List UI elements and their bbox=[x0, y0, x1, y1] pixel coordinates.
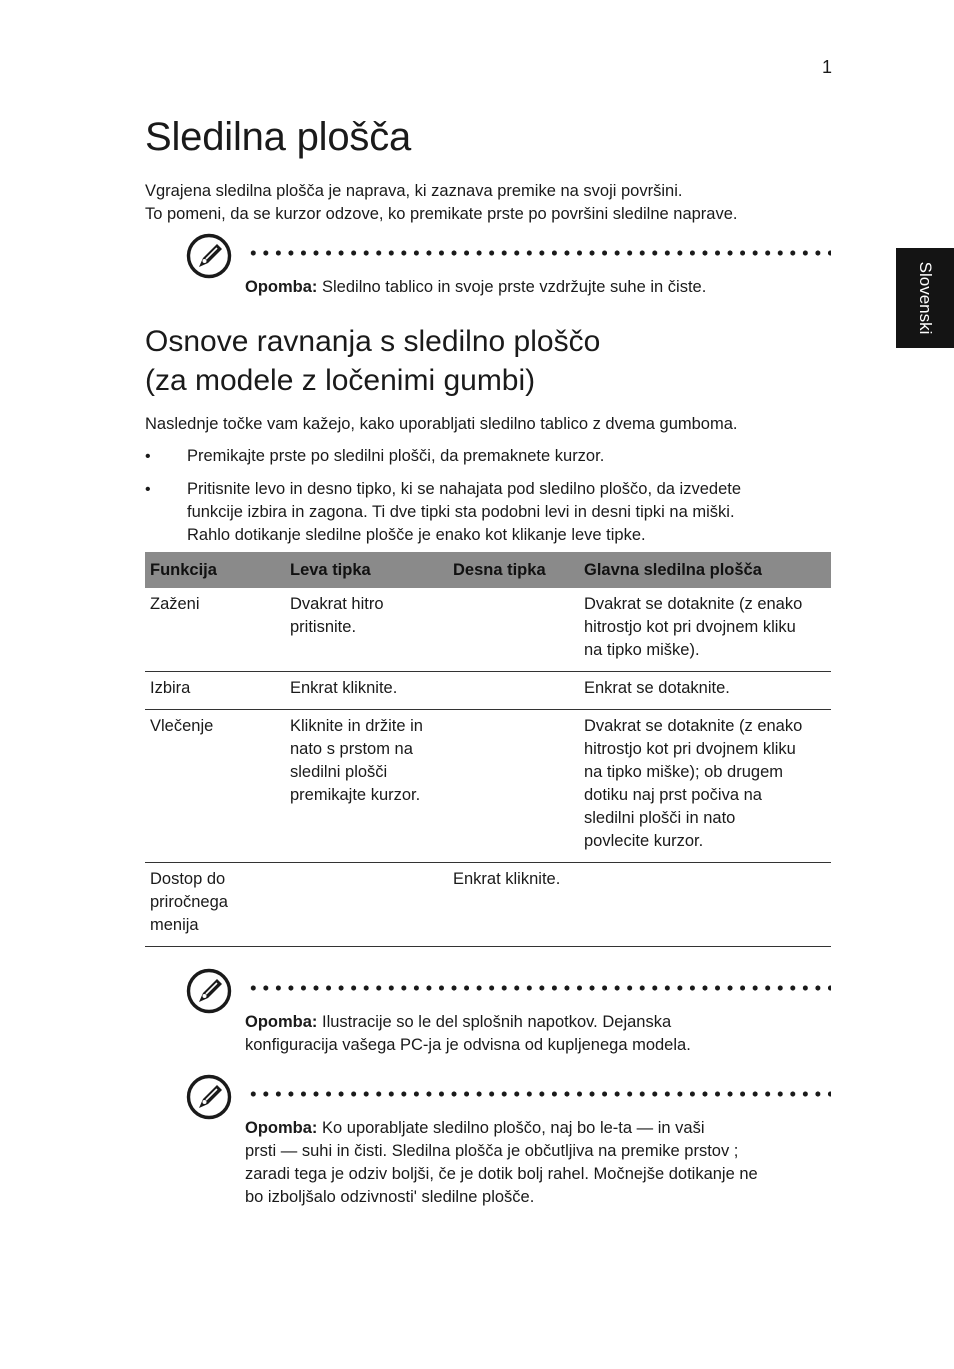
note-divider bbox=[247, 250, 831, 256]
note-label: Opomba: bbox=[245, 1119, 318, 1137]
table-cell-line: Vlečenje bbox=[150, 717, 214, 735]
bullet-symbol: • bbox=[145, 481, 151, 498]
intro-line: To pomeni, da se kurzor odzove, ko premikate prste po površini sledilne naprave. bbox=[145, 205, 738, 223]
table-cell-line: sledilni plošči in nato bbox=[584, 809, 736, 827]
bullet-line: Rahlo dotikanje sledilne plošče je enako kot klikanje leve tipke. bbox=[187, 526, 646, 544]
table-row bbox=[145, 710, 831, 863]
section-heading bbox=[145, 322, 600, 400]
table-cell-line: pritisnite. bbox=[290, 618, 357, 636]
table-cell-line: na tipko miške); ob drugem bbox=[584, 763, 784, 781]
bullet-symbol: • bbox=[145, 448, 151, 465]
note-label: Opomba: bbox=[245, 278, 318, 296]
table-cell bbox=[579, 588, 831, 672]
table-cell bbox=[285, 863, 448, 947]
table-body bbox=[145, 588, 831, 947]
table-cell-line: na tipko miške). bbox=[584, 641, 700, 659]
intro-paragraph bbox=[145, 180, 845, 226]
table-cell-line: Zaženi bbox=[150, 595, 200, 613]
table-cell-line: priročnega bbox=[150, 893, 228, 911]
table-cell-line: nato s prstom na bbox=[290, 740, 413, 758]
table-cell bbox=[579, 672, 831, 710]
table-header-row bbox=[145, 552, 831, 588]
bullet-line: Pritisnite levo in desno tipko, ki se nahajata pod sledilno ploščo, da izvedete bbox=[187, 480, 742, 498]
note-line: bo izboljšalo odzivnosti' sledilne plošče. bbox=[245, 1188, 535, 1206]
section-heading-line: Osnove ravnanja s sledilno ploščo bbox=[145, 325, 601, 358]
table-cell-line: Izbira bbox=[150, 679, 191, 697]
note-line: zaradi tega je odziv boljši, če je dotik bolj rahel. Močnejše dotikanje ne bbox=[245, 1165, 758, 1183]
table-header-cell: Leva tipka bbox=[285, 552, 448, 588]
note-text bbox=[245, 1011, 835, 1057]
table-cell bbox=[579, 710, 831, 863]
note-text bbox=[245, 276, 835, 299]
intro-line: Vgrajena sledilna plošča je naprava, ki zaznava premike na svoji površini. bbox=[145, 182, 683, 200]
table-cell bbox=[448, 672, 579, 710]
table-cell-line: Enkrat kliknite. bbox=[290, 679, 398, 697]
table-row bbox=[145, 588, 831, 672]
table-header-cell: Glavna sledilna plošča bbox=[579, 552, 831, 588]
page-title: Sledilna plošča bbox=[145, 115, 412, 159]
bullet-text bbox=[187, 478, 827, 547]
table-cell-line: povlecite kurzor. bbox=[584, 832, 704, 850]
table-cell-line: Kliknite in držite in bbox=[290, 717, 423, 735]
table-cell-line: Dvakrat hitro bbox=[290, 595, 384, 613]
table-cell-line: sledilni plošči bbox=[290, 763, 388, 781]
page-number: 1 bbox=[821, 57, 832, 77]
table-cell bbox=[145, 588, 285, 672]
lead-paragraph: Naslednje točke vam kažejo, kako uporabljati sledilno tablico z dvema gumboma. bbox=[145, 415, 738, 433]
note-line: Ko uporabljate sledilno ploščo, naj bo le-ta — in vaši bbox=[317, 1119, 705, 1137]
note-divider bbox=[247, 985, 831, 991]
table-header-cell: Desna tipka bbox=[448, 552, 579, 588]
note-pen-icon bbox=[186, 233, 232, 279]
section-heading-line: (za modele z ločenimi gumbi) bbox=[145, 364, 536, 397]
note-line: konfiguracija vašega PC-ja je odvisna od kupljenega modela. bbox=[245, 1036, 691, 1054]
bullet-line: Premikajte prste po sledilni plošči, da premaknete kurzor. bbox=[187, 447, 605, 465]
note-label: Opomba: bbox=[245, 1013, 318, 1031]
note-line: Sledilno tablico in svoje prste vzdržujte suhe in čiste. bbox=[317, 278, 707, 296]
table-cell-line: menija bbox=[150, 916, 199, 934]
note-pen-icon bbox=[186, 968, 232, 1014]
note-text bbox=[245, 1117, 835, 1209]
language-tab bbox=[896, 248, 954, 348]
table-cell-line: Dvakrat se dotaknite (z enako bbox=[584, 595, 803, 613]
table-cell bbox=[285, 672, 448, 710]
bullet-item bbox=[145, 478, 845, 548]
table-row bbox=[145, 863, 831, 947]
note-pen-icon bbox=[186, 1074, 232, 1120]
function-table bbox=[145, 552, 831, 947]
table-cell-line: dotiku naj prst počiva na bbox=[584, 786, 762, 804]
note-divider bbox=[247, 1091, 831, 1097]
table-header-cell: Funkcija bbox=[145, 552, 285, 588]
table-cell bbox=[448, 588, 579, 672]
table-cell bbox=[448, 710, 579, 863]
table-cell-line: Enkrat se dotaknite. bbox=[584, 679, 730, 697]
note-line: prsti — suhi in čisti. Sledilna plošča je občutljiva na premike prstov ; bbox=[245, 1142, 739, 1160]
table-cell-line: hitrostjo kot pri dvojnem kliku bbox=[584, 740, 796, 758]
table-cell bbox=[285, 588, 448, 672]
table-cell-line: Dvakrat se dotaknite (z enako bbox=[584, 717, 803, 735]
language-tab-label: Slovenski bbox=[916, 261, 935, 335]
bullet-line: funkcije izbira in zagona. Ti dve tipki sta podobni levi in desni tipki na miški. bbox=[187, 503, 735, 521]
note-line: Ilustracije so le del splošnih napotkov. Dejanska bbox=[317, 1013, 672, 1031]
table-cell-line: hitrostjo kot pri dvojnem kliku bbox=[584, 618, 796, 636]
table-cell bbox=[579, 863, 831, 947]
bullet-item bbox=[145, 445, 845, 469]
table-cell bbox=[145, 863, 285, 947]
table-cell-line: premikajte kurzor. bbox=[290, 786, 421, 804]
bullet-text bbox=[187, 445, 827, 468]
table-cell bbox=[285, 710, 448, 863]
table-cell bbox=[145, 672, 285, 710]
table-cell-line: Enkrat kliknite. bbox=[453, 870, 561, 888]
table-row bbox=[145, 672, 831, 710]
table-cell-line: Dostop do bbox=[150, 870, 226, 888]
table-cell bbox=[145, 710, 285, 863]
table-cell bbox=[448, 863, 579, 947]
